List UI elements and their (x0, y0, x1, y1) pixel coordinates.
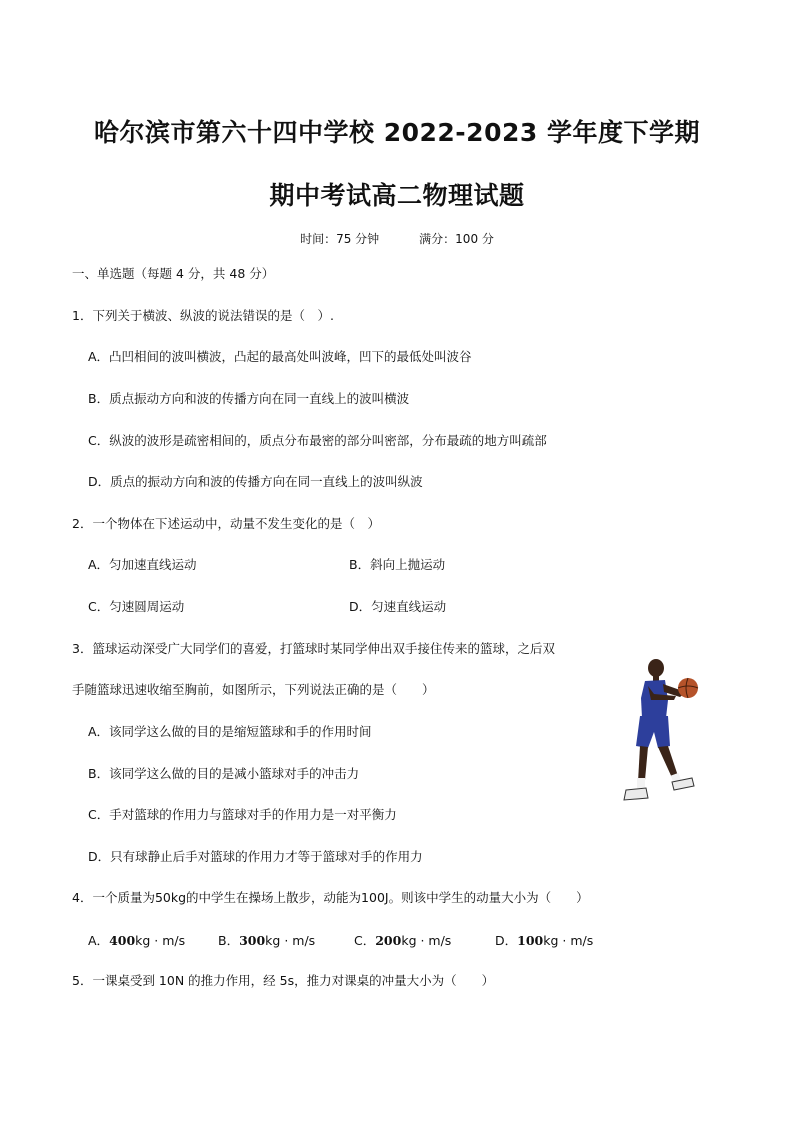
question-1-option-a: A．凸凹相间的波叫横波，凸起的最高处叫波峰，凹下的最低处叫波谷 (88, 349, 472, 364)
question-3-stem-line2: 手随篮球迅速收缩至胸前，如图所示，下列说法正确的是（ ） (72, 682, 435, 697)
question-2-stem: 2．一个物体在下述运动中，动量不发生变化的是（ ） (72, 516, 380, 531)
question-1-option-c: C．纵波的波形是疏密相间的，质点分布最密的部分叫密部，分布最疏的地方叫疏部 (88, 433, 547, 448)
question-2-option-b: B．斜向上抛运动 (349, 557, 446, 572)
question-4-option-d: D．100kg · m/s (495, 933, 594, 948)
question-4-stem: 4．一个质量为50kg的中学生在操场上散步，动能为100J。则该中学生的动量大小为（ ） (72, 890, 589, 905)
question-1-stem: 1．下列关于横波、纵波的说法错误的是（ ）. (72, 308, 334, 323)
basketball-player-icon (618, 650, 718, 810)
exam-meta (0, 230, 794, 247)
question-4-option-a: A．400kg · m/s (88, 933, 186, 948)
exam-title-line2: 期中考试高二物理试题 (269, 181, 525, 210)
question-3-option-a: A．该同学这么做的目的是缩短篮球和手的作用时间 (88, 724, 372, 739)
question-2-option-c: C．匀速圆周运动 (88, 599, 185, 614)
question-2-option-a: A．匀加速直线运动 (88, 557, 197, 572)
question-3-option-c: C．手对篮球的作用力与篮球对手的作用力是一对平衡力 (88, 807, 397, 822)
question-3-option-b: B．该同学这么做的目的是减小篮球对手的冲击力 (88, 766, 360, 781)
question-2-option-d: D．匀速直线运动 (349, 599, 447, 614)
question-3-option-d: D．只有球静止后手对篮球的作用力才等于篮球对手的作用力 (88, 849, 423, 864)
question-5-stem: 5．一课桌受到 10N 的推力作用，经 5s，推力对课桌的冲量大小为（ ） (72, 973, 495, 988)
basketball-player-figure (618, 650, 718, 810)
section-title: 一、单选题（每题 4 分，共 48 分） (72, 266, 275, 281)
exam-title-line1: 哈尔滨市第六十四中学校 2022-2023 学年度下学期 (94, 118, 700, 147)
question-4-option-c: C．200kg · m/s (354, 933, 452, 948)
exam-score: 满分：100 分 (419, 232, 494, 246)
exam-time: 时间：75 分钟 (300, 232, 380, 246)
question-3-stem-line1: 3．篮球运动深受广大同学们的喜爱，打篮球时某同学伸出双手接住传来的篮球，之后双 (72, 641, 555, 656)
question-1-option-b: B．质点振动方向和波的传播方向在同一直线上的波叫横波 (88, 391, 410, 406)
question-1-option-d: D．质点的振动方向和波的传播方向在同一直线上的波叫纵波 (88, 474, 423, 489)
question-4-option-b: B．300kg · m/s (218, 933, 316, 948)
